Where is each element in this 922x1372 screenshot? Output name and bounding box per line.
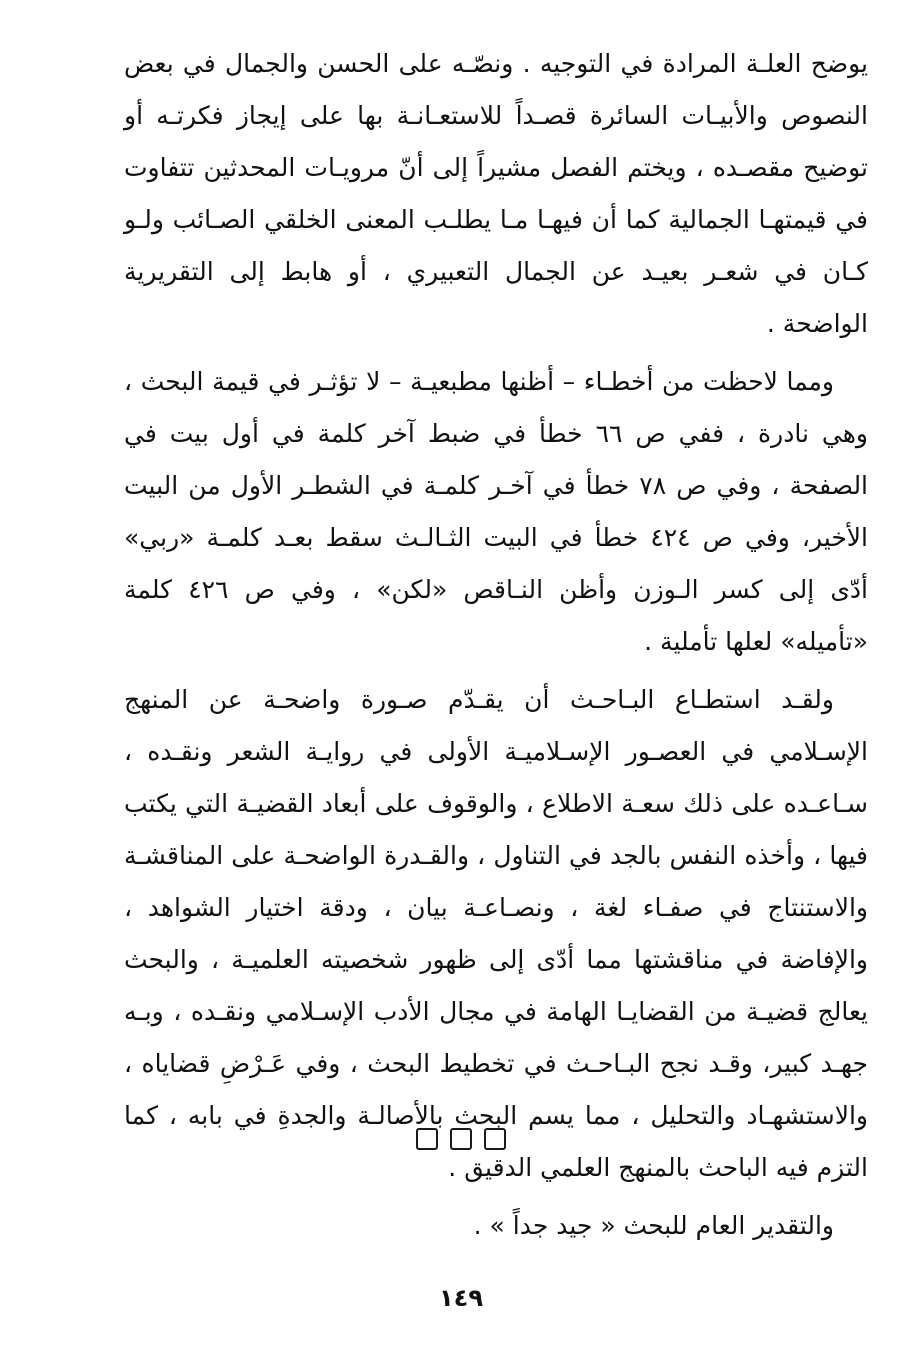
square-outline-icon xyxy=(450,1128,472,1150)
paragraph-1: يوضح العلـة المرادة في التوجيه . ونصّـه على الحسن والجمال في بعض النصوص والأبيـات السائرة قصـداً للاستعـانـة بها على إيجاز فكرتـه أو توضيح مقصـده ، ويختم الفصل مشيراً إلى أنّ مرويـات المحدثين تتفاوت في قيمتهـا الجمالية كما أن فيهـا مـا يطلـب المعنى الخلقي الصـائب ولـو كـان في شعـر بعيـد عن الجمال التعبيري ، أو هابط إلى التقريرية الواضحة . xyxy=(124,49,868,338)
square-outline-icon xyxy=(416,1128,438,1150)
page-number: ١٤٩ xyxy=(439,1284,483,1312)
section-end-ornament xyxy=(0,1128,922,1150)
paragraph-2: ومما لاحظت من أخطـاء – أظنها مطبعيـة – لا تؤثـر في قيمة البحث ، وهي نادرة ، ففي ص ٦٦ خطأ في ضبط آخر كلمة في أول بيت في الصفحة ، وفي ص ٧٨ خطأ في آخـر كلمـة في الشطـر الأول من البيت الأخير، وفي ص ٤٢٤ خطأ في البيت الثـالـث سقط بعـد كلمـة «ربي» أدّى إلى كسر الـوزن وأظن النـاقص «لكن» ، وفي ص ٤٢٦ كلمة «تأميله» لعلها تأملية . xyxy=(124,367,869,656)
paragraph-4-final-grade: والتقدير العام للبحث « جيد جداً » . xyxy=(473,1211,834,1240)
body-text xyxy=(124,38,868,1252)
square-outline-icon xyxy=(484,1128,506,1150)
paragraph-3: ولقـد استطـاع البـاحـث أن يقـدّم صـورة واضحـة عن المنهج الإسـلامي في العصـور الإسـلاميـة الأولى في روايـة الشعر ونقـده ، سـاعـده على ذلك سعـة الاطلاع ، والوقوف على أبعاد القضيـة التي يكتب فيها ، وأخذه النفس بالجد في التناول ، والقـدرة الواضحـة على المناقشـة والاستنتاج في صفـاء لغة ، ونصـاعـة بيان ، ودقة اختيار الشواهد ، والإفاضة في مناقشتها مما أدّى إلى ظهور شخصيته العلميـة ، والبحث يعالج قضيـة من القضايـا الهامة في مجال الأدب الإسـلامي ونقـده ، وبـه جهـد كبير، وقـد نجح البـاحـث في تخطيط البحث ، وفي عَـرْضِ قضاياه ، والاستشهـاد والتحليل ، مما يسم البحث بالأصالـة والجدةِ في بابه ، كما التزم فيه الباحث بالمنهج العلمي الدقيق . xyxy=(124,685,868,1182)
